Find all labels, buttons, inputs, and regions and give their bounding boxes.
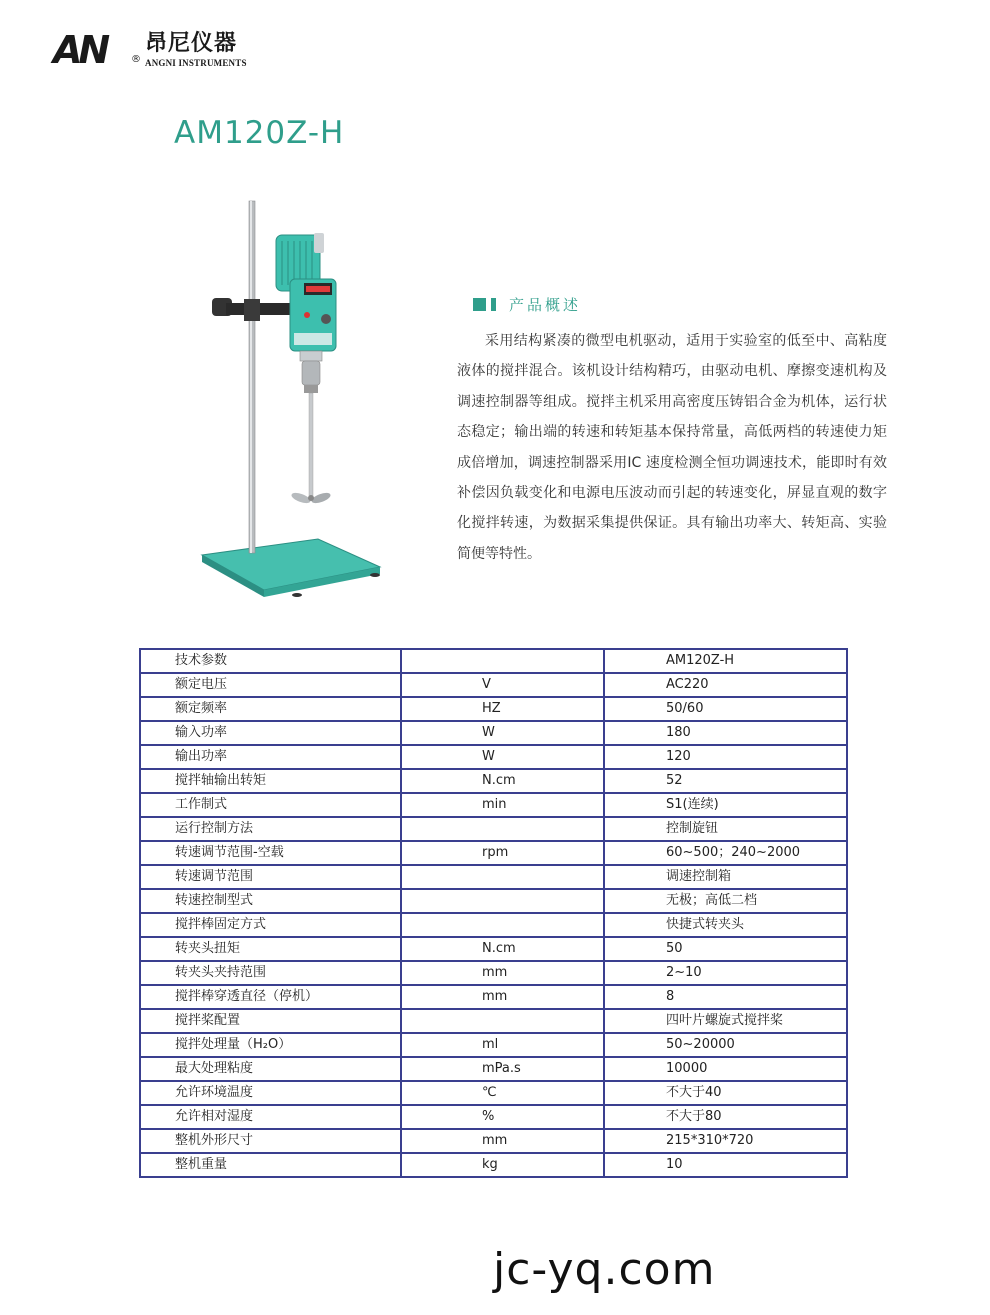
value-cell: 10000 (604, 1057, 847, 1081)
table-row (140, 817, 847, 841)
table-row (140, 1153, 847, 1177)
param-cell: 技术参数 (140, 649, 401, 673)
param-cell: 最大处理粘度 (140, 1057, 401, 1081)
value-cell: 120 (604, 745, 847, 769)
param-cell: 搅拌棒固定方式 (140, 913, 401, 937)
unit-cell: HZ (401, 697, 604, 721)
value-cell: 50 (604, 937, 847, 961)
table-row (140, 1057, 847, 1081)
table-row (140, 1033, 847, 1057)
value-cell: S1(连续) (604, 793, 847, 817)
unit-cell: mPa.s (401, 1057, 604, 1081)
unit-cell (401, 817, 604, 841)
param-cell: 转速控制型式 (140, 889, 401, 913)
param-cell: 额定频率 (140, 697, 401, 721)
value-cell: 快捷式转夹头 (604, 913, 847, 937)
param-cell: 搅拌桨配置 (140, 1009, 401, 1033)
param-cell: 工作制式 (140, 793, 401, 817)
table-row (140, 1129, 847, 1153)
param-cell: 转夹头夹持范围 (140, 961, 401, 985)
unit-cell (401, 865, 604, 889)
value-cell: 180 (604, 721, 847, 745)
param-cell: 整机重量 (140, 1153, 401, 1177)
param-cell: 允许环境温度 (140, 1081, 401, 1105)
table-row (140, 961, 847, 985)
logo-mark: AN (53, 28, 107, 72)
value-cell: 无极；高低二档 (604, 889, 847, 913)
value-cell: 控制旋钮 (604, 817, 847, 841)
value-cell: 10 (604, 1153, 847, 1177)
unit-cell: ℃ (401, 1081, 604, 1105)
value-cell: 50~20000 (604, 1033, 847, 1057)
table-row (140, 745, 847, 769)
table-row (140, 1009, 847, 1033)
value-cell: AM120Z-H (604, 649, 847, 673)
table-row (140, 793, 847, 817)
unit-cell: mm (401, 1129, 604, 1153)
unit-cell (401, 913, 604, 937)
spec-table-body (140, 649, 847, 1177)
value-cell: 调速控制箱 (604, 865, 847, 889)
table-row (140, 673, 847, 697)
overview-text: 采用结构紧凑的微型电机驱动，适用于实验室的低至中、高粘度液体的搅拌混合。该机设计结构精巧，由驱动电机、摩擦变速机构及调速控制器等组成。搅拌主机采用高密度压铸铝合金为机体，运行状态稳定；输出端的转速和转矩基本保持常量，高低两档的转速使力矩成倍增加，调速控制器采用IC 速度检测全恒功调速技术，能即时有效补偿因负载变化和电源电压波动而引起的转速变化，屏显直观的数字化搅拌转速，为数据采集提供保证。具有输出功率大、转矩高、实验简便等特性。 (457, 333, 887, 562)
unit-cell (401, 649, 604, 673)
param-cell: 转速调节范围 (140, 865, 401, 889)
value-cell: 不大于80 (604, 1105, 847, 1129)
param-cell: 搅拌轴输出转矩 (140, 769, 401, 793)
table-row (140, 937, 847, 961)
unit-cell: W (401, 745, 604, 769)
footer-url: jc-yq.com (493, 1244, 716, 1295)
table-row (140, 865, 847, 889)
param-cell: 允许相对湿度 (140, 1105, 401, 1129)
unit-cell: ml (401, 1033, 604, 1057)
param-cell: 额定电压 (140, 673, 401, 697)
unit-cell: mm (401, 985, 604, 1009)
table-row (140, 697, 847, 721)
unit-cell (401, 1009, 604, 1033)
value-cell: 不大于40 (604, 1081, 847, 1105)
table-row (140, 649, 847, 673)
unit-cell: % (401, 1105, 604, 1129)
param-cell: 转夹头扭矩 (140, 937, 401, 961)
param-cell: 输入功率 (140, 721, 401, 745)
param-cell: 运行控制方法 (140, 817, 401, 841)
heading-bar-icon (491, 298, 496, 311)
unit-cell: W (401, 721, 604, 745)
model-title: AM120Z-H (174, 115, 345, 151)
brand-logo (53, 30, 253, 74)
table-row (140, 913, 847, 937)
param-cell: 搅拌处理量（H₂O） (140, 1033, 401, 1057)
value-cell: 52 (604, 769, 847, 793)
product-image (190, 195, 400, 605)
unit-cell: V (401, 673, 604, 697)
value-cell: AC220 (604, 673, 847, 697)
value-cell: 四叶片螺旋式搅拌桨 (604, 1009, 847, 1033)
value-cell: 60~500；240~2000 (604, 841, 847, 865)
table-row (140, 721, 847, 745)
overview-title: 产品概述 (509, 296, 582, 314)
value-cell: 2~10 (604, 961, 847, 985)
heading-square-icon (473, 298, 486, 311)
param-cell: 输出功率 (140, 745, 401, 769)
logo-name-en: ANGNI INSTRUMENTS (145, 58, 247, 68)
param-cell: 整机外形尺寸 (140, 1129, 401, 1153)
spec-table (139, 648, 848, 1178)
logo-registered-mark: ® (131, 54, 141, 65)
value-cell: 50/60 (604, 697, 847, 721)
unit-cell: kg (401, 1153, 604, 1177)
table-row (140, 1105, 847, 1129)
param-cell: 转速调节范围-空载 (140, 841, 401, 865)
table-row (140, 769, 847, 793)
table-row (140, 841, 847, 865)
unit-cell: mm (401, 961, 604, 985)
table-row (140, 1081, 847, 1105)
unit-cell: N.cm (401, 769, 604, 793)
unit-cell: N.cm (401, 937, 604, 961)
unit-cell: min (401, 793, 604, 817)
unit-cell: rpm (401, 841, 604, 865)
value-cell: 215*310*720 (604, 1129, 847, 1153)
value-cell: 8 (604, 985, 847, 1009)
table-row (140, 889, 847, 913)
unit-cell (401, 889, 604, 913)
param-cell: 搅拌棒穿透直径（停机） (140, 985, 401, 1009)
table-row (140, 985, 847, 1009)
logo-name-cn: 昂尼仪器 (145, 31, 238, 56)
